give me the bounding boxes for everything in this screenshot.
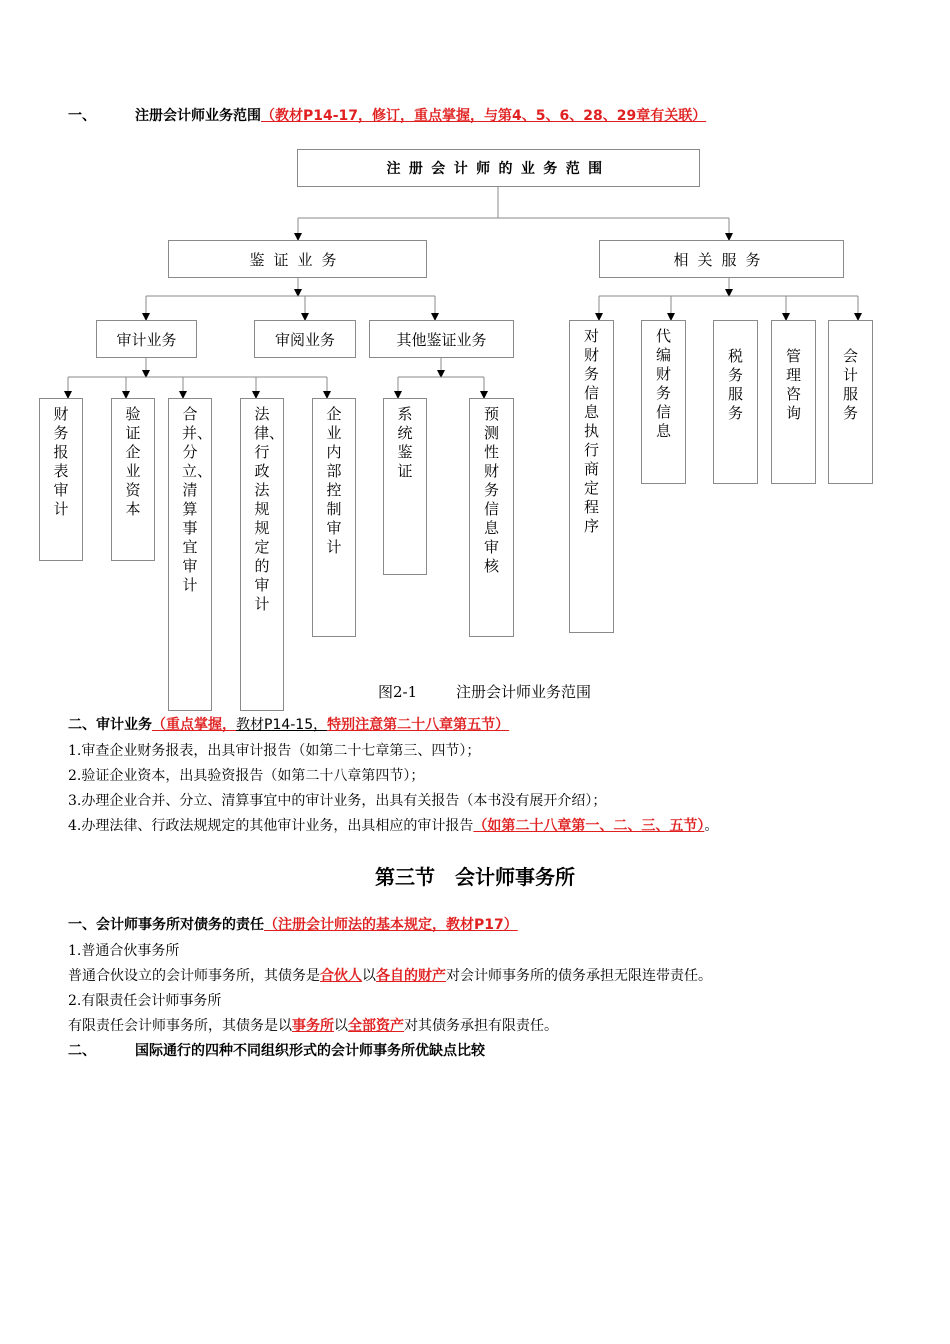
leaf-compilation: 代编财务信息 [641,320,686,484]
section2-note-b: 教材P14-15， [236,717,328,733]
figure-caption-number: 图2-1 [378,683,418,701]
highlight-own-property: 各自的财产 [376,968,446,984]
audit-item-2: 2.验证企业资本，出具验资报告（如第二十八章第四节）； [68,768,425,784]
related-services-box: 相关服务 [599,240,844,278]
section3-sub2-title: 国际通行的四种不同组织形式的会计师事务所优缺点比较 [135,1043,485,1059]
leaf-management-consulting: 管理咨询 [771,320,816,484]
audit-item-3: 3.办理企业合并、分立、清算事宜中的审计业务，出具有关报告（本书没有展开介绍）； [68,793,607,809]
leaf-forecast-review: 预测性财务信息审核 [469,398,514,637]
highlight-firm: 事务所 [292,1018,334,1034]
assurance-services-box: 鉴证业务 [168,240,427,278]
section3-sub2-number: 二、 [68,1043,96,1059]
leaf-system-assurance: 系统鉴证 [383,398,427,575]
general-partnership-text: 普通合伙设立的会计师事务所，其债务是合伙人以各自的财产对会计师事务所的债务承担无限连带责任。 [68,968,712,984]
audit-business-box: 审计业务 [96,320,197,358]
limited-liability-text: 有限责任会计师事务所，其债务是以事务所以全部资产对其债务承担有限责任。 [68,1018,558,1034]
root-box: 注册会计师的业务范围 [297,149,700,187]
section3-sub1-title: 一、会计师事务所对债务的责任 [68,917,264,933]
audit-item-4-end: 。 [704,818,719,834]
section2-heading [68,714,509,734]
section3-sub1-note: （注册会计师法的基本规定，教材P17） [264,917,518,933]
leaf-financial-statement-audit: 财务报表审计 [39,398,83,561]
audit-item-4 [68,815,718,835]
audit-item-1: 1.审查企业财务报表，出具审计报告（如第二十七章第三、四节）； [68,743,481,759]
leaf-tax-services: 税务服务 [713,320,758,484]
leaf-accounting-services: 会计服务 [828,320,873,484]
highlight-all-assets: 全部资产 [348,1018,404,1034]
highlight-partners: 合伙人 [320,968,362,984]
section1-title: 注册会计师业务范围 [135,108,261,124]
section2-title: 二、审计业务 [68,717,152,733]
section2-note-c: 特别注意第二十八章第五节） [327,717,510,733]
section1-number: 一、 [68,108,96,124]
limited-liability-label: 2.有限责任会计师事务所 [68,993,222,1009]
leaf-merger-audit: 合并、分立、清算事宜审计 [168,398,212,711]
review-business-box: 审阅业务 [254,320,356,358]
leaf-capital-verification: 验证企业资本 [111,398,155,561]
section3-heading: 第三节 会计师事务所 [375,865,575,889]
leaf-agreed-upon-procedures: 对财务信息执行商定程序 [569,320,614,633]
general-partnership-label: 1.普通合伙事务所 [68,943,180,959]
other-assurance-box: 其他鉴证业务 [369,320,514,358]
leaf-statutory-audit: 法律、行政法规规定的审计 [240,398,284,711]
audit-item-4-text: 4.办理法律、行政法规规定的其他审计业务，出具相应的审计报告 [68,818,474,834]
section2-note-a: （重点掌握， [152,717,236,733]
section3-sub1-heading [68,914,518,934]
audit-item-4-note: （如第二十八章第一、二、三、五节） [473,818,705,834]
section1-note: （教材P14-17，修订，重点掌握，与第4、5、6、28、29章有关联） [261,108,707,124]
figure-caption-text: 注册会计师业务范围 [456,683,592,701]
leaf-internal-control-audit: 企业内部控制审计 [312,398,356,637]
